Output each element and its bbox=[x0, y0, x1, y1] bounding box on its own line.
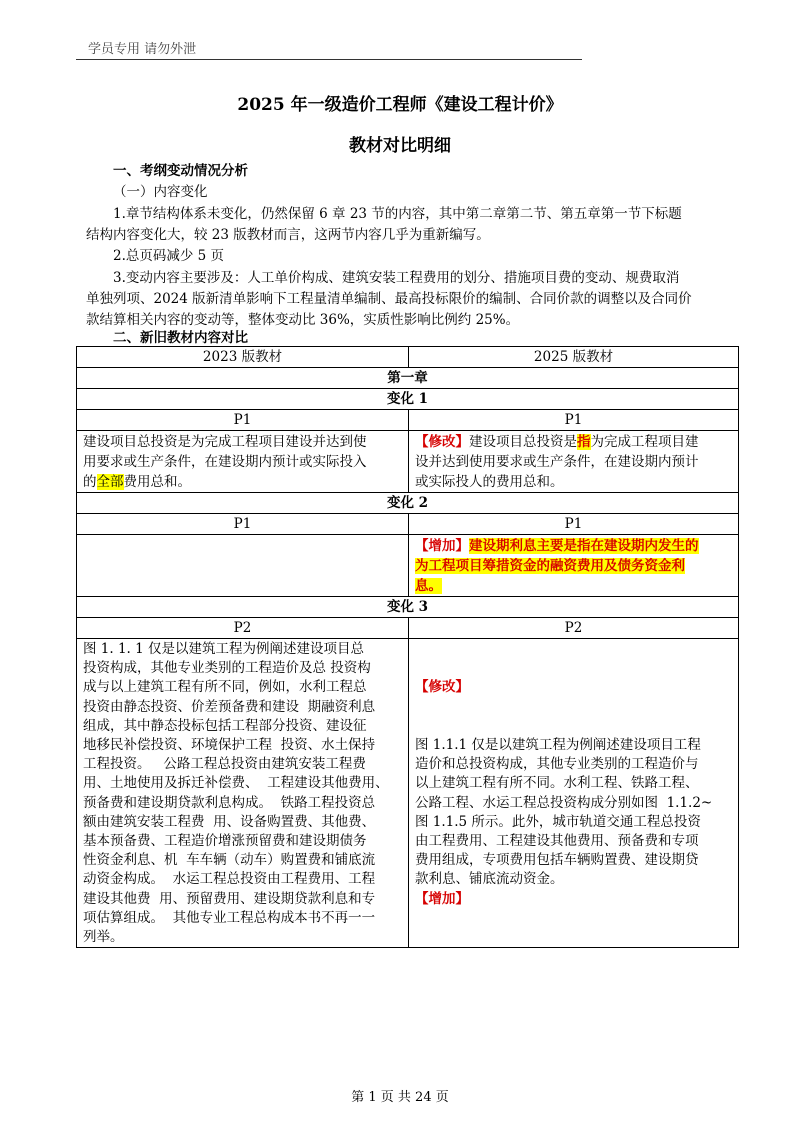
change-2-new-text bbox=[409, 535, 739, 597]
change-3-new-line: 由工程费用、工程建设其他费用、预备费和专项 bbox=[415, 833, 699, 850]
document-subtitle: 教材对比明细 bbox=[349, 136, 451, 156]
paragraph-1-line-2: 结构内容变化大，较 23 版教材而言，这两节内容几乎为重新编写。 bbox=[86, 227, 490, 243]
change-3-old-text bbox=[77, 639, 409, 948]
change-3-page-old: P2 bbox=[77, 618, 409, 639]
change-1-page-old: P1 bbox=[77, 410, 409, 431]
paragraph-3-line-2: 单独列项、2024 版新清单影响下工程量清单编制、最高投标限价的编制、合同价款的调整以及合同价 bbox=[86, 291, 692, 307]
added-text: 息。 bbox=[415, 578, 442, 594]
change-1-new-text bbox=[409, 431, 739, 493]
column-header-2023: 2023 版教材 bbox=[77, 347, 409, 368]
change-3-old-line: 预备费和建设期贷款利息构成。 铁路工程投资总 bbox=[83, 794, 376, 811]
section1-subheading: （一）内容变化 bbox=[113, 184, 208, 200]
highlighted-word-zhi: 指 bbox=[577, 434, 591, 450]
change-3-new-line: 图 1.1.1 仅是以建筑工程为例阐述建设项目工程 bbox=[415, 737, 701, 754]
added-text: 为工程项目筹措资金的融资费用及债务资金利 bbox=[415, 558, 685, 574]
change-1-old-text-part: 费用总和。 bbox=[123, 474, 191, 490]
change-3-old-line: 地移民补偿投资、环境保护工程 投资、水土保持 bbox=[83, 737, 376, 754]
change-3-new-text bbox=[409, 639, 739, 948]
paragraph-1-line-1: 1.章节结构体系未变化，仍然保留 6 章 23 节的内容，其中第二章第二节、第五章第一节下标题 bbox=[113, 206, 682, 222]
paragraph-2: 2.总页码减少 5 页 bbox=[113, 248, 225, 264]
section2-heading: 二、新旧教材内容对比 bbox=[113, 330, 248, 346]
page-header-note: 学员专用 请勿外泄 bbox=[88, 42, 197, 57]
change-2-new-line bbox=[415, 536, 732, 556]
change-3-old-line: 基本预备费、工程造价增涨预留费和建设期债务 bbox=[83, 833, 367, 850]
change-3-old-line: 性资金利息、机 车车辆（动车）购置费和铺底流 bbox=[83, 852, 376, 869]
change-2-new-line bbox=[415, 556, 732, 576]
change-1-new-line bbox=[415, 432, 732, 452]
change-3-old-line: 额由建筑安装工程费 用、设备购置费、其他费、 bbox=[83, 813, 376, 830]
change-1-old-text bbox=[77, 431, 409, 493]
change-1-row: 变化 1 bbox=[77, 389, 739, 410]
change-2-row: 变化 2 bbox=[77, 493, 739, 514]
change-2-page-new: P1 bbox=[409, 514, 739, 535]
change-2-page-old: P1 bbox=[77, 514, 409, 535]
change-1-new-line: 设并达到使用要求或生产条件，在建设期内预计 bbox=[415, 454, 699, 470]
comparison-table bbox=[76, 346, 739, 948]
change-3-new-line: 造价和总投资构成，其他专业类别的工程造价与 bbox=[415, 756, 699, 773]
change-1-page-new: P1 bbox=[409, 410, 739, 431]
change-1-old-line bbox=[83, 472, 402, 492]
change-1-old-line: 用要求或生产条件，在建设期内预计或实际投入 bbox=[83, 454, 367, 470]
column-header-2025: 2025 版教材 bbox=[409, 347, 739, 368]
change-3-old-line: 建设其他费 用、预留费用、建设期贷款利息和专 bbox=[83, 890, 376, 907]
change-3-old-line: 图 1. 1. 1 仅是以建筑工程为例阐述建设项目总 bbox=[83, 641, 365, 657]
change-3-old-line: 项估算组成。 其他专业工程总构成本书不再一一 bbox=[83, 909, 376, 926]
change-3-new-line: 款利息、铺底流动资金。 bbox=[415, 871, 564, 888]
paragraph-3-line-3: 款结算相关内容的变动等，整体变动比 36%，实质性影响比例约 25%。 bbox=[86, 312, 520, 328]
paragraph-3-line-1: 3.变动内容主要涉及：人工单价构成、建筑安装工程费用的划分、措施项目费的变动、规费取消 bbox=[113, 270, 680, 286]
change-3-old-line: 组成，其中静态投标包括工程部分投资、建设征 bbox=[83, 717, 367, 734]
change-3-new-line: 以上建筑工程有所不同。水利工程、铁路工程、 bbox=[415, 775, 699, 792]
modify-tag: 【修改】 bbox=[415, 679, 469, 696]
change-3-new-line: 公路工程、水运工程总投资构成分别如图 1.1.2~ bbox=[415, 794, 713, 811]
change-3-new-line: 费用组成，专项费用包括车辆购置费、建设期贷 bbox=[415, 852, 699, 869]
change-3-new-line: 图 1.1.5 所示。此外，城市轨道交通工程总投资 bbox=[415, 813, 701, 830]
change-3-page-new: P2 bbox=[409, 618, 739, 639]
add-tag: 【增加】 bbox=[415, 890, 469, 907]
header-rule bbox=[76, 59, 582, 60]
change-2-old-text bbox=[77, 535, 409, 597]
change-3-old-line: 动资金构成。 水运工程总投资由工程费用、工程 bbox=[83, 871, 376, 888]
change-3-row: 变化 3 bbox=[77, 597, 739, 618]
add-tag: 【增加】 bbox=[415, 538, 469, 554]
added-text: 建设期利息主要是指在建设期内发生的 bbox=[469, 538, 699, 554]
page-footer: 第 1 页 共 24 页 bbox=[351, 1090, 449, 1105]
change-1-new-text-part: 为完成工程项目建 bbox=[590, 434, 699, 450]
change-3-old-line: 成与以上建筑工程有所不同，例如，水利工程总 bbox=[83, 679, 367, 696]
document-title: 2025 年一级造价工程师《建设工程计价》 bbox=[237, 95, 563, 115]
change-3-old-line: 用、土地使用及拆迁补偿费、 工程建设其他费用、 bbox=[83, 775, 389, 792]
section1-heading: 一、考纲变动情况分析 bbox=[113, 163, 248, 179]
highlighted-word-quanbu: 全部 bbox=[96, 474, 124, 490]
change-3-old-line: 投资由静态投资、价差预备费和建设 期融资利息 bbox=[83, 698, 376, 715]
change-3-old-line: 投资构成，其他专业类别的工程造价及总 投资构 bbox=[83, 660, 371, 677]
change-3-old-line: 工程投资。 公路工程总投资由建筑安装工程费 bbox=[83, 756, 366, 773]
chapter-row: 第一章 bbox=[77, 368, 739, 389]
change-3-old-line: 列举。 bbox=[83, 929, 124, 946]
change-1-new-line: 或实际投人的费用总和。 bbox=[415, 474, 564, 490]
change-1-old-text-part: 的 bbox=[83, 474, 97, 490]
modify-tag: 【修改】 bbox=[415, 434, 469, 450]
change-2-new-line bbox=[415, 576, 732, 596]
change-1-old-line: 建设项目总投资是为完成工程项目建设并达到使 bbox=[83, 434, 367, 450]
change-1-new-text-part: 建设项目总投资是 bbox=[469, 434, 577, 450]
